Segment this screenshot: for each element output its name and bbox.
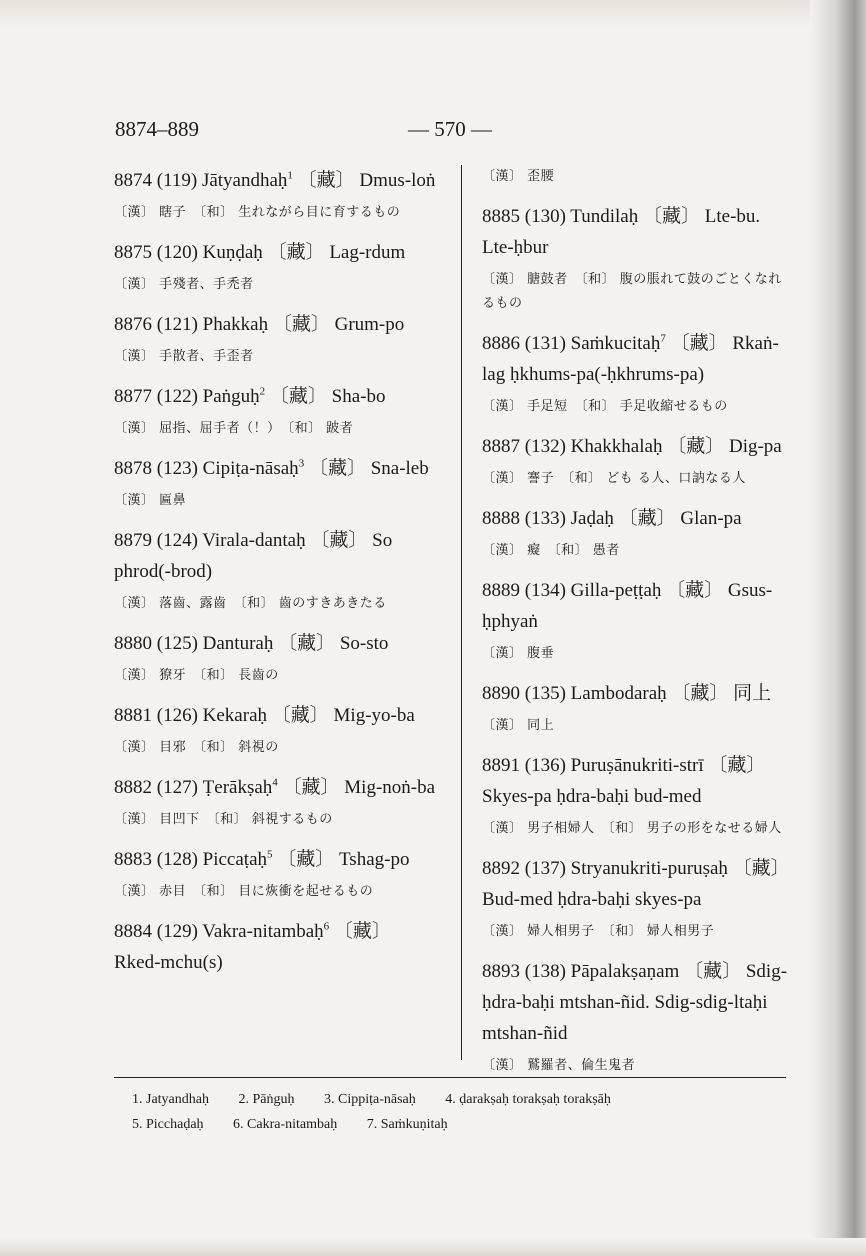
entry-tibetan: 〔藏〕 Sdig-ḥdra-baḥi mtshan-ñid. Sdig-sdig-ltaḥi mtshan-ñid [482, 961, 788, 1044]
entry-tibetan: 〔藏〕 Skyes-pa ḥdra-baḥi bud-med [482, 755, 766, 807]
entry-tibetan: 〔藏〕 Glan-pa [613, 508, 742, 529]
entry-headword: 8886 (131) Saṁkucitaḥ [482, 333, 661, 354]
entry-tibetan: 〔藏〕 Dmus-loṅ [292, 170, 436, 191]
footnote-item: 4. ḍarakṣaḥ torakṣaḥ torakṣāḥ [445, 1092, 611, 1107]
entry-headword: 8883 (128) Piccaṭaḥ [114, 849, 268, 870]
entry-tibetan: 〔藏〕 Tshag-po [272, 849, 410, 870]
entry-8880 [114, 628, 439, 688]
entry-8885 [482, 201, 790, 316]
footnote-marker: 3 [298, 457, 305, 470]
entry-headword: 8893 (138) Pāpalakṣaṇam [482, 961, 680, 982]
entry-tibetan: 〔藏〕 So-sto [273, 633, 389, 654]
entry-headword: 8882 (127) Ṭerākṣaḥ [114, 777, 273, 798]
entry-gloss: 〔漢〕 謇子 〔和〕 ども る人、口訥なる人 [482, 471, 746, 486]
entry-headword: 8891 (136) Puruṣānukriti-strī [482, 755, 704, 776]
entry-tibetan: 〔藏〕 Sna-leb [304, 458, 429, 479]
footnote-item: 2. Pāṅguḥ [238, 1092, 295, 1107]
entry-8881 [114, 700, 439, 760]
entry-8887 [482, 431, 790, 491]
entry-8876 [114, 309, 439, 369]
entry-8879 [114, 525, 439, 616]
entry-tibetan: 〔藏〕 Mig-yo-ba [267, 705, 415, 726]
entry-gloss: 〔漢〕 膅鼓者 〔和〕 腹の脹れて鼓のごとくなれるもの [482, 272, 782, 311]
footnote-line-2 [132, 1112, 792, 1137]
entry-tibetan: 〔藏〕 Lag-rdum [262, 242, 406, 263]
footnote-marker: 2 [259, 385, 266, 398]
entry-gloss: 〔漢〕 匾鼻 [114, 493, 187, 508]
entry-gloss: 〔漢〕 瞎子 〔和〕 生れながら目に育するもの [114, 205, 401, 220]
entry-tibetan: 〔藏〕 Rkaṅ-lag ḥkhums-pa(-ḥkhrums-pa) [482, 333, 779, 385]
entry-headword: 8878 (123) Cipiṭa-nāsaḥ [114, 458, 299, 479]
footnote-line-1 [132, 1087, 792, 1112]
entry-gloss: 〔漢〕 男子相婦人 〔和〕 男子の形をなせる婦人 [482, 821, 782, 836]
column-divider [461, 165, 462, 1060]
entry-8882 [114, 772, 439, 832]
entry-gloss: 〔漢〕 手足短 〔和〕 手足收縮せるもの [482, 399, 728, 414]
entry-headword: 8888 (133) Jaḍaḥ [482, 508, 614, 529]
entry-headword: 8890 (135) Lambodaraḥ [482, 683, 667, 704]
page-bottom-shading [0, 1238, 866, 1256]
left-column [114, 165, 439, 978]
entry-tibetan: 〔藏〕 Gsus-ḥphyaṅ [482, 580, 773, 632]
footnote-marker: 4 [272, 776, 278, 789]
entry-headword: 8880 (125) Danturaḥ [114, 633, 274, 654]
entry-headword: 8892 (137) Stryanukriti-puruṣaḥ [482, 858, 728, 879]
footnote-marker: 6 [323, 920, 330, 933]
entry-gloss: 〔漢〕 落齒、露齒 〔和〕 齒のすきあきたる [114, 596, 387, 611]
right-column [482, 165, 790, 1090]
entry-headword: 8875 (120) Kuṇḍaḥ [114, 242, 263, 263]
entry-gloss: 〔漢〕 獠牙 〔和〕 長齒の [114, 668, 279, 683]
entry-8888 [482, 503, 790, 563]
entry-8884-continued [482, 165, 790, 189]
entry-tibetan: 〔藏〕 Sha-bo [265, 386, 386, 407]
entry-8883 [114, 844, 439, 904]
entry-8891 [482, 750, 790, 841]
entry-gloss: 〔漢〕 同上 [482, 718, 555, 733]
entry-gloss: 〔漢〕 赤目 〔和〕 目に烣衝を起せるもの [114, 884, 374, 899]
entry-8875 [114, 237, 439, 297]
entry-gloss: 〔漢〕 歪腰 [482, 169, 555, 184]
entry-8890 [482, 678, 790, 738]
footnote-marker: 1 [287, 169, 293, 182]
entry-headword: 8887 (132) Khakkhalaḥ [482, 436, 663, 457]
footnote-marker: 7 [660, 332, 666, 345]
page-number: — 570 — [408, 117, 492, 141]
page-edge-shading [810, 0, 866, 1256]
entry-gloss: 〔漢〕 屈指、屈手者（！） 〔和〕 跛者 [114, 421, 354, 436]
entry-8878 [114, 453, 439, 513]
entry-8877 [114, 381, 439, 441]
entry-headword: 8879 (124) Virala-dantaḥ [114, 530, 306, 551]
entry-headword: 8874 (119) Jātyandhaḥ [114, 170, 288, 191]
entry-gloss: 〔漢〕 婦人相男子 〔和〕 婦人相男子 [482, 924, 715, 939]
entry-gloss: 〔漢〕 腹垂 [482, 646, 555, 661]
footnote-item: 7. Saṁkuṇitaḥ [366, 1117, 448, 1132]
entry-tibetan: 〔藏〕 Bud-med ḥdra-baḥi skyes-pa [482, 858, 790, 910]
entry-8886 [482, 328, 790, 419]
entry-tibetan: 〔藏〕 Lte-bu. Lte-ḥbur [482, 206, 761, 258]
entry-8884 [114, 916, 439, 978]
entry-tibetan: 〔藏〕 Rked-mchu(s) [114, 921, 391, 973]
entry-8889 [482, 575, 790, 666]
footnote-item: 1. Jatyandhaḥ [132, 1092, 209, 1107]
entry-gloss: 〔漢〕 癡 〔和〕 愚者 [482, 543, 620, 558]
entry-8874 [114, 165, 439, 225]
entry-headword: 8884 (129) Vakra-nitambaḥ [114, 921, 324, 942]
entry-tibetan: 〔藏〕 Mig-noṅ-ba [277, 777, 436, 798]
entry-gloss: 〔漢〕 鷲羅者、倫生鬼者 [482, 1058, 636, 1073]
entry-tibetan: 〔藏〕 Dig-pa [662, 436, 782, 457]
entry-8893 [482, 956, 790, 1078]
entry-headword: 8876 (121) Phakkaḥ [114, 314, 269, 335]
entry-range-header: 8874–889 [115, 117, 199, 141]
entry-gloss: 〔漢〕 手散者、手歪者 [114, 349, 254, 364]
footnote-item: 3. Cippiṭa-nāsaḥ [323, 1092, 416, 1107]
entry-gloss: 〔漢〕 手殘者、手禿者 [114, 277, 254, 292]
entry-headword: 8885 (130) Tundilaḥ [482, 206, 639, 227]
entry-tibetan: 〔藏〕 同上 [666, 683, 772, 704]
entry-gloss: 〔漢〕 目凹下 〔和〕 斜視するもの [114, 812, 333, 827]
entry-gloss: 〔漢〕 目邪 〔和〕 斜視の [114, 740, 279, 755]
footnote-item: 5. Picchaḍaḥ [132, 1117, 204, 1132]
entry-8892 [482, 853, 790, 944]
entry-tibetan: 〔藏〕 Grum-po [268, 314, 405, 335]
entry-headword: 8877 (122) Paṅguḥ [114, 386, 260, 407]
footnote-marker: 5 [267, 848, 273, 861]
entry-tibetan: 〔藏〕 So phrod(-brod) [114, 530, 393, 582]
entry-headword: 8881 (126) Kekaraḥ [114, 705, 268, 726]
page-top-shading [0, 0, 866, 28]
footnote-item: 6. Cakra-nitambaḥ [233, 1117, 338, 1132]
entry-headword: 8889 (134) Gilla-peṭṭaḥ [482, 580, 662, 601]
footnotes [132, 1087, 792, 1137]
footnote-rule [114, 1077, 786, 1078]
